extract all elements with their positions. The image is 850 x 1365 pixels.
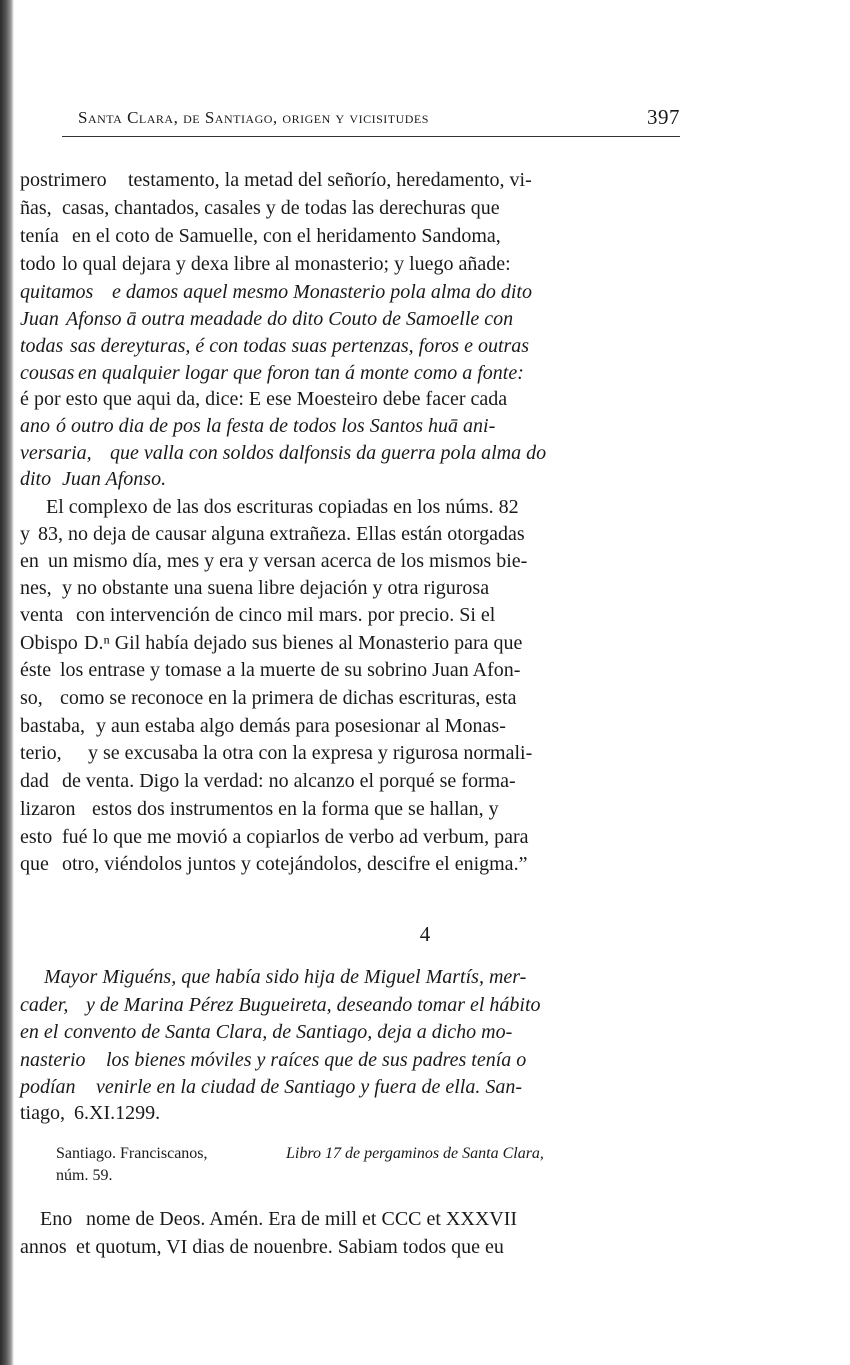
text-line: versaria, que valla con soldos dalfonsis da guerra pola alma do: [20, 442, 547, 464]
summary-line: en el convento de Santa Clara, de Santiago, deja a dicho mo-: [20, 1021, 513, 1043]
text-line: éste los entrase y tomase a la muerte de su sobrino Juan Afon-: [20, 659, 521, 681]
text-line: que otro, viéndolos juntos y cotejándolos, descifre el enigma.”: [20, 853, 528, 875]
header-rule: [62, 136, 680, 137]
text-line: El complexo de las dos escrituras copiadas en los núms. 82: [46, 496, 519, 518]
text-line: venta con intervención de cinco mil mars. por precio. Si el: [20, 604, 496, 626]
text-line: lizaron estos dos instrumentos en la forma que se hallan, y: [20, 798, 499, 820]
text-line: ano ó outro dia de pos la festa de todos los Santos huā ani-: [20, 415, 496, 437]
summary-line: nasterio los bienes móviles y raíces que de sus padres tenía o: [20, 1049, 527, 1071]
document-number: 4: [419, 922, 431, 946]
text-line: terio, y se excusaba la otra con la expresa y rigurosa normali-: [20, 742, 533, 764]
text-line: y 83, no deja de causar alguna extrañeza. Ellas están otorgadas: [20, 523, 525, 545]
text-line: en un mismo día, mes y era y versan acerca de los mismos bie-: [20, 550, 528, 572]
text-line: postrimero testamento, la metad del señorío, heredamento, vi-: [20, 169, 532, 191]
text-line: dito Juan Afonso.: [20, 468, 167, 490]
running-header: [78, 105, 680, 129]
text-line: esto fué lo que me movió a copiarlos de verbo ad verbum, para: [20, 826, 529, 848]
summary-line: cader, y de Marina Pérez Bugueireta, deseando tomar el hábito: [20, 994, 541, 1016]
source-number: núm. 59.: [56, 1167, 113, 1184]
transcription-line: annos et quotum, VI dias de nouenbre. Sabiam todos que eu: [20, 1236, 504, 1258]
source-line: [0, 1161, 850, 1191]
text-line: é por esto que aqui da, dice: E ese Moesteiro debe facer cada: [20, 388, 508, 410]
summary-line: Mayor Miguéns, que había sido hija de Miguel Martís, mer-: [44, 966, 527, 988]
text-line: so, como se reconoce en la primera de dichas escrituras, esta: [20, 687, 517, 709]
text-line: bastaba, y aun estaba algo demás para posesionar al Monas-: [20, 715, 506, 737]
running-title: Santa Clara, de Santiago, origen y vicisitudes: [78, 108, 429, 127]
text-line: dad de venta. Digo la verdad: no alcanzo el porqué se forma-: [20, 770, 516, 792]
text-line: todo lo qual dejara y dexa libre al monasterio; y luego añade:: [20, 253, 511, 275]
text-line: quitamos e damos aquel mesmo Monasterio pola alma do dito: [20, 281, 532, 303]
page-number: 397: [647, 105, 680, 129]
text-line: tenía en el coto de Samuelle, con el heridamento Sandoma,: [20, 225, 501, 247]
source-title: Libro 17 de pergaminos de Santa Clara,: [286, 1145, 544, 1162]
text-line: ñas, casas, chantados, casales y de todas las derechuras que: [20, 197, 500, 219]
text-line: todas sas dereyturas, é con todas suas pertenzas, foros e outras: [20, 335, 530, 357]
transcription-line: Eno nome de Deos. Amén. Era de mill et CCC et XXXVII: [40, 1208, 518, 1230]
text-line: nes, y no obstante una suena libre dejación y otra rigurosa: [20, 577, 490, 599]
text-line: cousas en qualquier logar que foron tan á monte como a fonte:: [20, 362, 524, 384]
summary-line: podían venirle en la ciudad de Santiago y fuera de ella. San-: [20, 1076, 523, 1098]
summary-line: tiago, 6.XI.1299.: [20, 1102, 161, 1124]
text-line: Obispo D.ⁿ Gil había dejado sus bienes al Monasterio para que: [20, 632, 523, 654]
text-line: Juan Afonso ā outra meadade do dito Couto de Samoelle con: [20, 308, 514, 330]
source-archive: Santiago. Franciscanos,: [56, 1145, 208, 1162]
